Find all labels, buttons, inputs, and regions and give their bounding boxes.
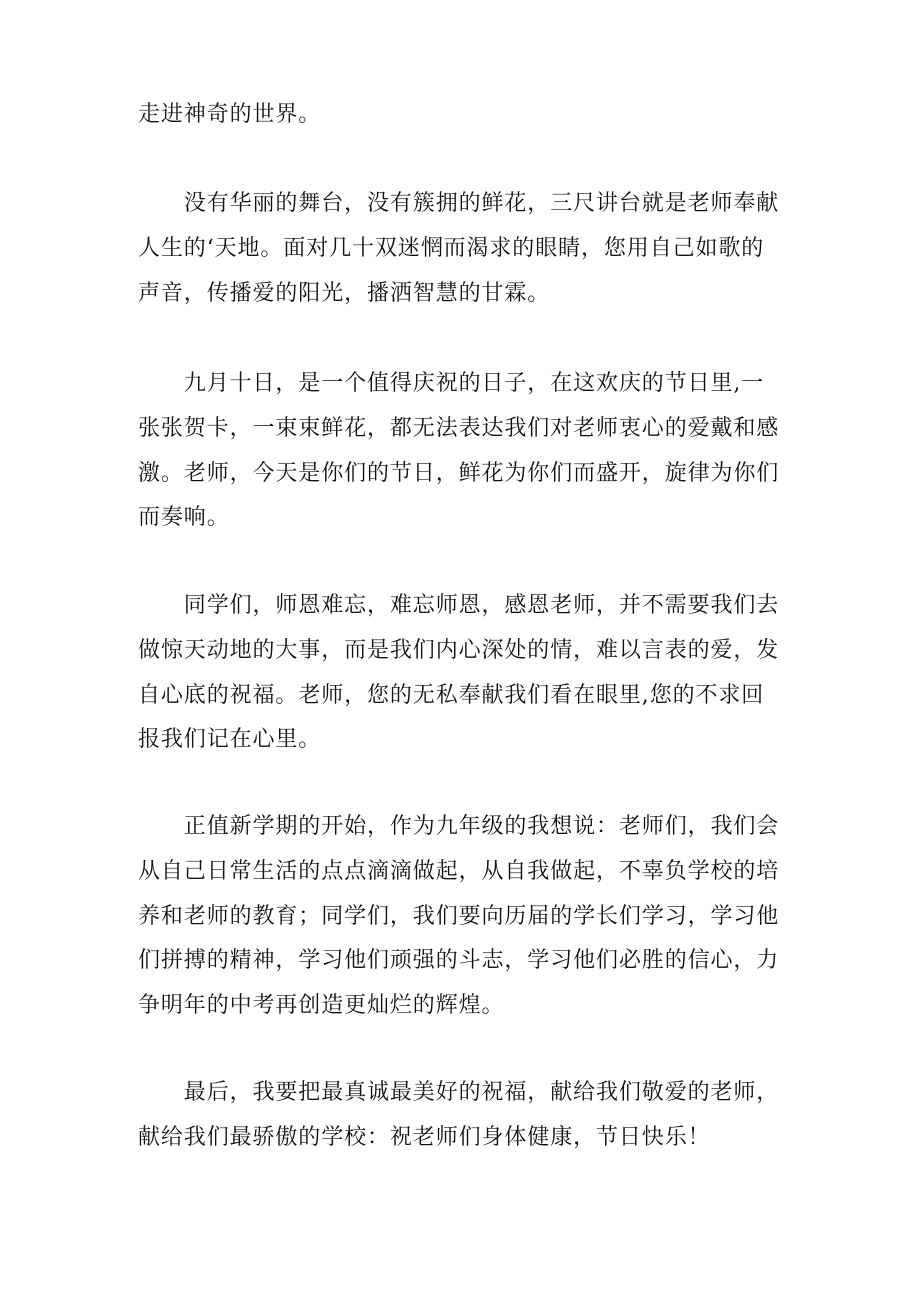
paragraph-new-semester: 正值新学期的开始，作为九年级的我想说：老师们，我们会 从自己日常生活的点点滴滴做起，从自我做起，不辜负学校的培 养和老师的教育；同学们，我们要向历届的学长们学习，学习他 们拼搏的精神，学习他们顽强的斗志，学习他们必胜的信心，力 争明年的中考再创造更灿烂的辉煌。 xyxy=(138,814,780,1019)
paragraph-closing-wishes: 最后，我要把最真诚最美好的祝福，献给我们敬爱的老师， 献给我们最骄傲的学校：祝老师们身体健康，节日快乐！ xyxy=(138,1080,780,1150)
paragraph-teachers-day: 九月十日，是一个值得庆祝的日子，在这欢庆的节日里,一 张张贺卡，一束束鲜花，都无法表达我们对老师衷心的爱戴和感 激。老师，今天是你们的节日，鲜花为你们而盛开，旋律为你们 而奏响。 xyxy=(138,371,780,531)
paragraph-podium: 没有华丽的舞台，没有簇拥的鲜花，三尺讲台就是老师奉献 人生的‘天地。面对几十双迷惘而渴求的眼睛，您用自己如歌的 声音，传播爱的阳光，播洒智慧的甘霖。 xyxy=(138,191,780,306)
paragraph-gratitude: 同学们，师恩难忘，难忘师恩，感恩老师，并不需要我们去 做惊天动地的大事，而是我们内心深处的情，难以言表的爱，发 自心底的祝福。老师，您的无私奉献我们看在眼里,您的不求回 报我们记在心里。 xyxy=(138,593,780,753)
paragraph-continuation: 走进神奇的世界。 xyxy=(138,102,322,127)
